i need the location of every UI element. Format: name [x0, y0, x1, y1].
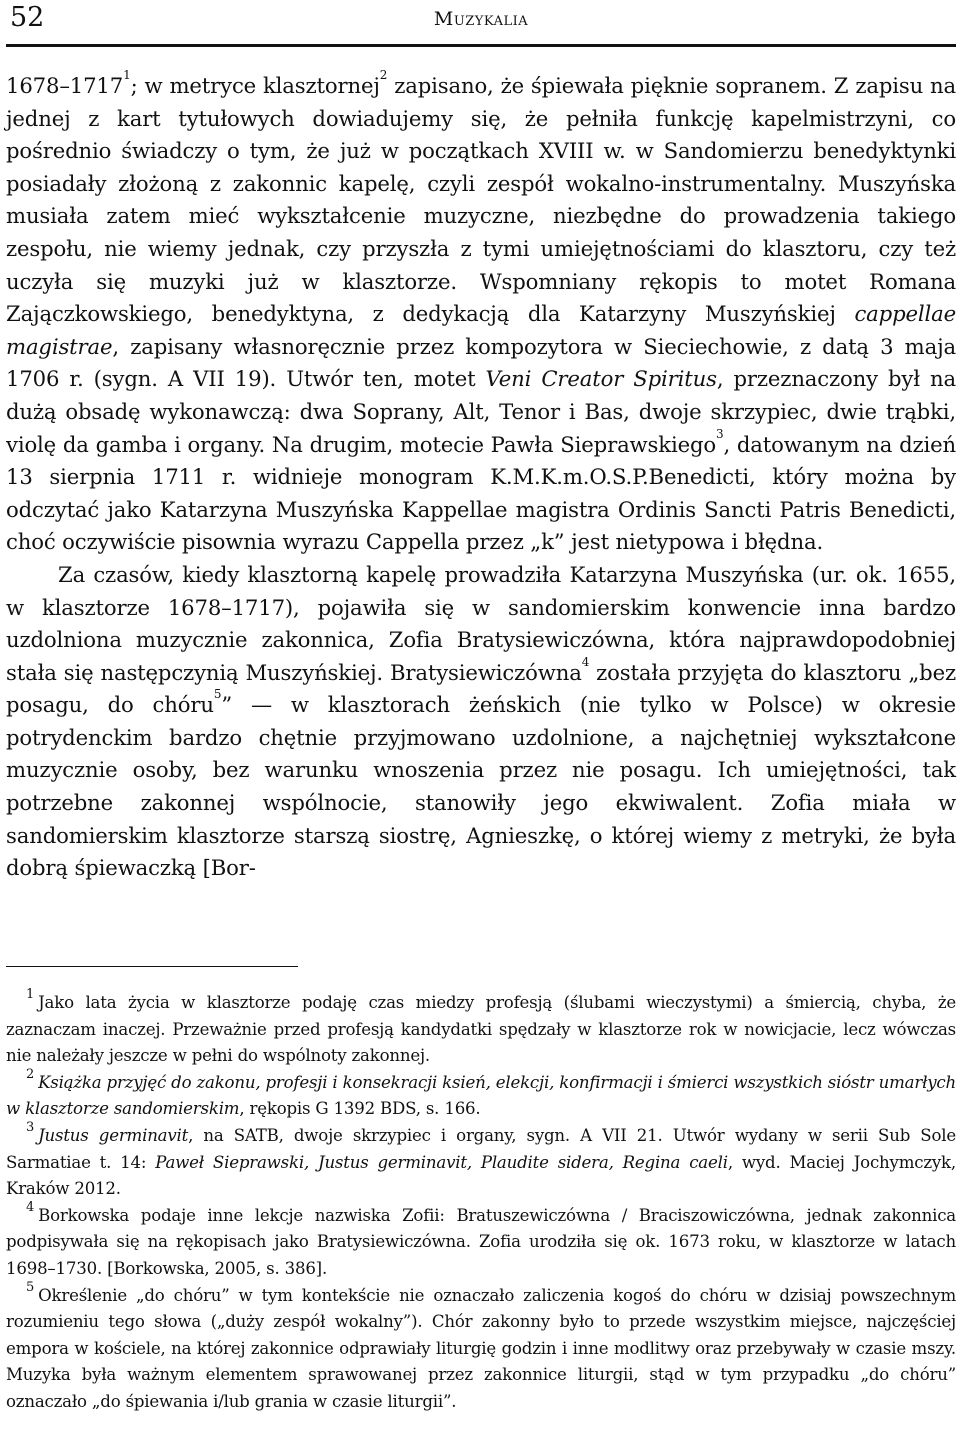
footnote-1: [6, 987, 956, 1070]
footnote-number: 2: [26, 1066, 35, 1082]
text-run: ” — w klasztorach żeńskich (nie tylko w Polsce) w okresie potrydenckim bardzo chętnie przyjmowano uzdolnione, a najchętniej wykształcone muzycznie osoby, bez warunku wnoszenia przez nie posagu. Ich umiejętności, tak potrzebne zakonnej wspólnocie, stanowiły jego ekwiwalent. Zofia miała w sandomierskim klasztorze starszą siostrę, Agnieszkę, o której wiemy z metryki, że była dobrą śpiewaczką [Bor-: [6, 692, 957, 881]
footnote-text: Określenie „do chóru” w tym kontekście nie oznaczało zaliczenia kogoś do chóru w dzisiaj powszechnym rozumieniu tego słowa („duży zespół wokalny”). Chór zakonny było to przede wszystkim miejsce, najczęściej empora w kościele, na której zakonnice odprawiały liturgię godzin i inne modlitwy oraz przebywały w czasie mszy. Muzyka była ważnym elementem sprawowanej przez zakonnice liturgii, stąd w tym przypadku „do chóru” oznaczało „do śpiewania i/lub grania w czasie liturgii”.: [6, 1285, 956, 1411]
footnote-number: 3: [26, 1119, 35, 1135]
footnote-number: 4: [26, 1199, 35, 1215]
footnote-text: Borkowska podaje inne lekcje nazwiska Zofii: Bratuszewiczówna / Braciszowiczówna, jednak zakonnica podpisywała się na rękopisach jako Bratysiewiczówna. Zofia urodziła się ok. 1673 roku, w klasztorze w latach 1698–1730. [Borkowska, 2005, s. 386].: [6, 1205, 956, 1278]
page-number: 52: [10, 2, 45, 33]
footnote-number: 5: [26, 1279, 35, 1295]
footnote-text: , rękopis G 1392 BDS, s. 166.: [239, 1099, 481, 1119]
text-run: , zapisany własnoręcznie przez kompozytora w Sieciechowie, z datą 3 maja 1706 r. (sygn. A VII 19). Utwór ten, motet: [6, 333, 956, 392]
main-text: [6, 70, 956, 885]
footnote-text: , wyd. Maciej Jochymczyk, Kraków 2012.: [6, 1152, 956, 1199]
paragraph-1: [6, 70, 956, 559]
running-head: [6, 0, 956, 40]
italic-text: Veni Creator Spiritus: [485, 366, 717, 392]
footnote-5: [6, 1279, 956, 1416]
italic-text: Justus germinavit: [38, 1125, 189, 1145]
text-run: , przeznaczony był na dużą obsadę wykonawczą: dwa Soprany, Alt, Tenor i Bas, dwoje skrzypiec, dwie trąbki, violę da gamba i organy. Na drugim, motecie Pawła Sieprawskiego: [6, 366, 957, 457]
italic-text: cappellae magistrae: [6, 301, 956, 359]
footnote-ref-3: 3: [716, 426, 724, 441]
italic-text: Książka przyjęć do zakonu, profesji i konsekracji ksień, elekcji, konfirmacji i śmierci wszystkich sióstr umarłych w klasztorze sandomierskim: [6, 1072, 956, 1119]
footnote-ref-4: 4: [581, 654, 590, 669]
text-run: , datowanym na dzień 13 sierpnia 1711 r. widnieje monogram K.M.K.m.O.S.P.Benedicti, który można by odczytać jako Katarzyna Muszyńska Kappellae magistra Ordinis Sancti Patris Benedicti, choć oczywiście pisownia wyrazu Cappella przez „k” jest nietypowa i błędna.: [6, 431, 957, 555]
text-run: zapisano, że śpiewała pięknie sopranem. Z zapisu na jednej z kart tytułowych dowiadujemy się, że pełniła funkcję kapelmistrzyni, co pośrednio świadczy o tym, że już w początkach XVIII w. w Sandomierzu benedyktynki posiadały złożoną z zakonnic kapelę, czyli zespół wokalno-instrumentalny. Muszyńska musiała zatem mieć wykształcenie muzyczne, niezbędne do prowadzenia takiego zespołu, nie wiemy jednak, czy przyszła z tymi umiejętnościami do klasztoru, czy też uczyła się muzyki już w klasztorze. Wspomniany rękopis to motet Romana Zajączkowskiego, benedyktyna, z dedykacją dla Katarzyny Muszyńskiej: [6, 73, 956, 327]
footnote-4: [6, 1199, 956, 1283]
italic-text: Paweł Sieprawski, Justus germinavit, Plaudite sidera, Regina caeli: [155, 1152, 728, 1172]
footnote-text: , na SATB, dwoje skrzypiec i organy, sygn. A VII 21. Utwór wydany w serii Sub Sole Sarmatiae t. 14:: [6, 1125, 956, 1172]
footnote-separator: [6, 966, 298, 967]
text-run: została przyjęta do klasztoru „bez posagu, do chóru: [6, 659, 956, 718]
header-rule: [6, 44, 956, 47]
footnote-text: Jako lata życia w klasztorze podaję czas miedzy profesją (ślubami wieczystymi) a śmiercią, chyba, że zaznaczam inaczej. Przeważnie przed profesją kandydatki spędzały w klasztorze rok w nowicjacie, lecz wówczas nie należały jeszcze w pełni do wspólnoty zakonnej.: [6, 993, 956, 1066]
footnotes: [6, 987, 956, 1416]
footnote-2: [6, 1066, 956, 1123]
text-run: ; w metryce klasztornej: [130, 73, 380, 98]
running-title: Muzykalia: [433, 8, 529, 30]
text-run: 1678–1717: [6, 73, 124, 98]
paragraph-2: [6, 559, 956, 885]
footnote-number: 1: [26, 987, 35, 1002]
footnote-ref-2: 2: [379, 68, 388, 82]
text-run: Za czasów, kiedy klasztorną kapelę prowadziła Katarzyna Muszyńska (ur. ok. 1655, w klasztorze 1678–1717), pojawiła się w sandomierskim konwencie inna bardzo uzdolniona muzycznie zakonnica, Zofia Bratysiewiczówna, która najprawdopodobniej stała się następczynią Muszyńskiej. Bratysiewiczówna: [6, 561, 956, 685]
footnote-3: [6, 1119, 956, 1203]
footnote-ref-1: 1: [123, 68, 131, 82]
footnote-ref-5: 5: [213, 687, 222, 702]
